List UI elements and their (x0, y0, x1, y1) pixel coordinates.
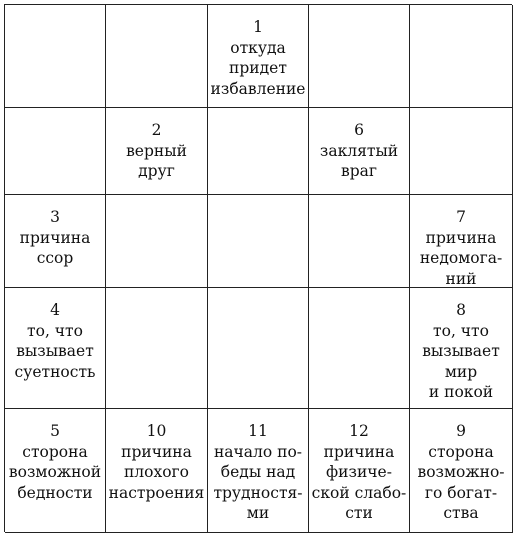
cell-r1-c4 (309, 5, 410, 108)
cell-text: откуда придет избавление (210, 38, 306, 98)
cell-number: 10 (146, 422, 167, 440)
cell-text: заклятый враг (319, 141, 399, 180)
cell-number: 7 (456, 208, 466, 226)
cell-number: 3 (50, 208, 60, 226)
cell-number: 1 (253, 18, 263, 36)
cell-r5-c5 (410, 409, 513, 533)
cell-r1-c1 (5, 5, 106, 108)
cell-number: 4 (50, 301, 60, 319)
cell-number: 2 (151, 121, 162, 139)
cell-r2-c3 (208, 108, 309, 195)
cell-r1-c3 (208, 5, 309, 108)
cell-r4-c2 (106, 288, 208, 409)
cell-number: 6 (354, 121, 364, 139)
cell-r5-c4 (309, 409, 410, 533)
cell-r4-c1 (5, 288, 106, 409)
cell-number: 12 (349, 422, 369, 440)
cell-text: то, что вызывает суетность (14, 321, 96, 381)
cell-r1-c5 (410, 5, 513, 108)
cell-text: начало по- беды над трудностя- ми (213, 442, 303, 522)
cell-text: причина плохого настроения (108, 442, 205, 502)
cell-text: верный друг (126, 141, 187, 180)
cell-r4-c3 (208, 288, 309, 409)
cell-text: то, что вызывает мир и покой (422, 321, 500, 401)
cell-r3-c3 (208, 195, 309, 288)
cell-number: 5 (50, 422, 60, 440)
cell-text: причина ссор (19, 228, 91, 267)
cell-r2-c4 (309, 108, 410, 195)
cell-r4-c5 (410, 288, 513, 409)
cell-number: 11 (248, 422, 268, 440)
cell-r3-c5 (410, 195, 513, 288)
cell-r3-c2 (106, 195, 208, 288)
cell-r1-c2 (106, 5, 208, 108)
grid-table (4, 4, 512, 532)
cell-text: причина недомога- ний (419, 228, 503, 288)
cell-r2-c2 (106, 108, 208, 195)
cell-text: причина физиче- ской слабо- сти (311, 442, 407, 522)
cell-r5-c1 (5, 409, 106, 533)
cell-text: сторона возможной бедности (8, 442, 102, 502)
cell-r2-c5 (410, 108, 513, 195)
cell-text: сторона возможно- го богат- ства (417, 442, 505, 522)
cell-r5-c3 (208, 409, 309, 533)
cell-r4-c4 (309, 288, 410, 409)
cell-r5-c2 (106, 409, 208, 533)
cell-number: 9 (456, 422, 466, 440)
cell-r2-c1 (5, 108, 106, 195)
cell-r3-c4 (309, 195, 410, 288)
cell-number: 8 (456, 301, 466, 319)
cell-r3-c1 (5, 195, 106, 288)
